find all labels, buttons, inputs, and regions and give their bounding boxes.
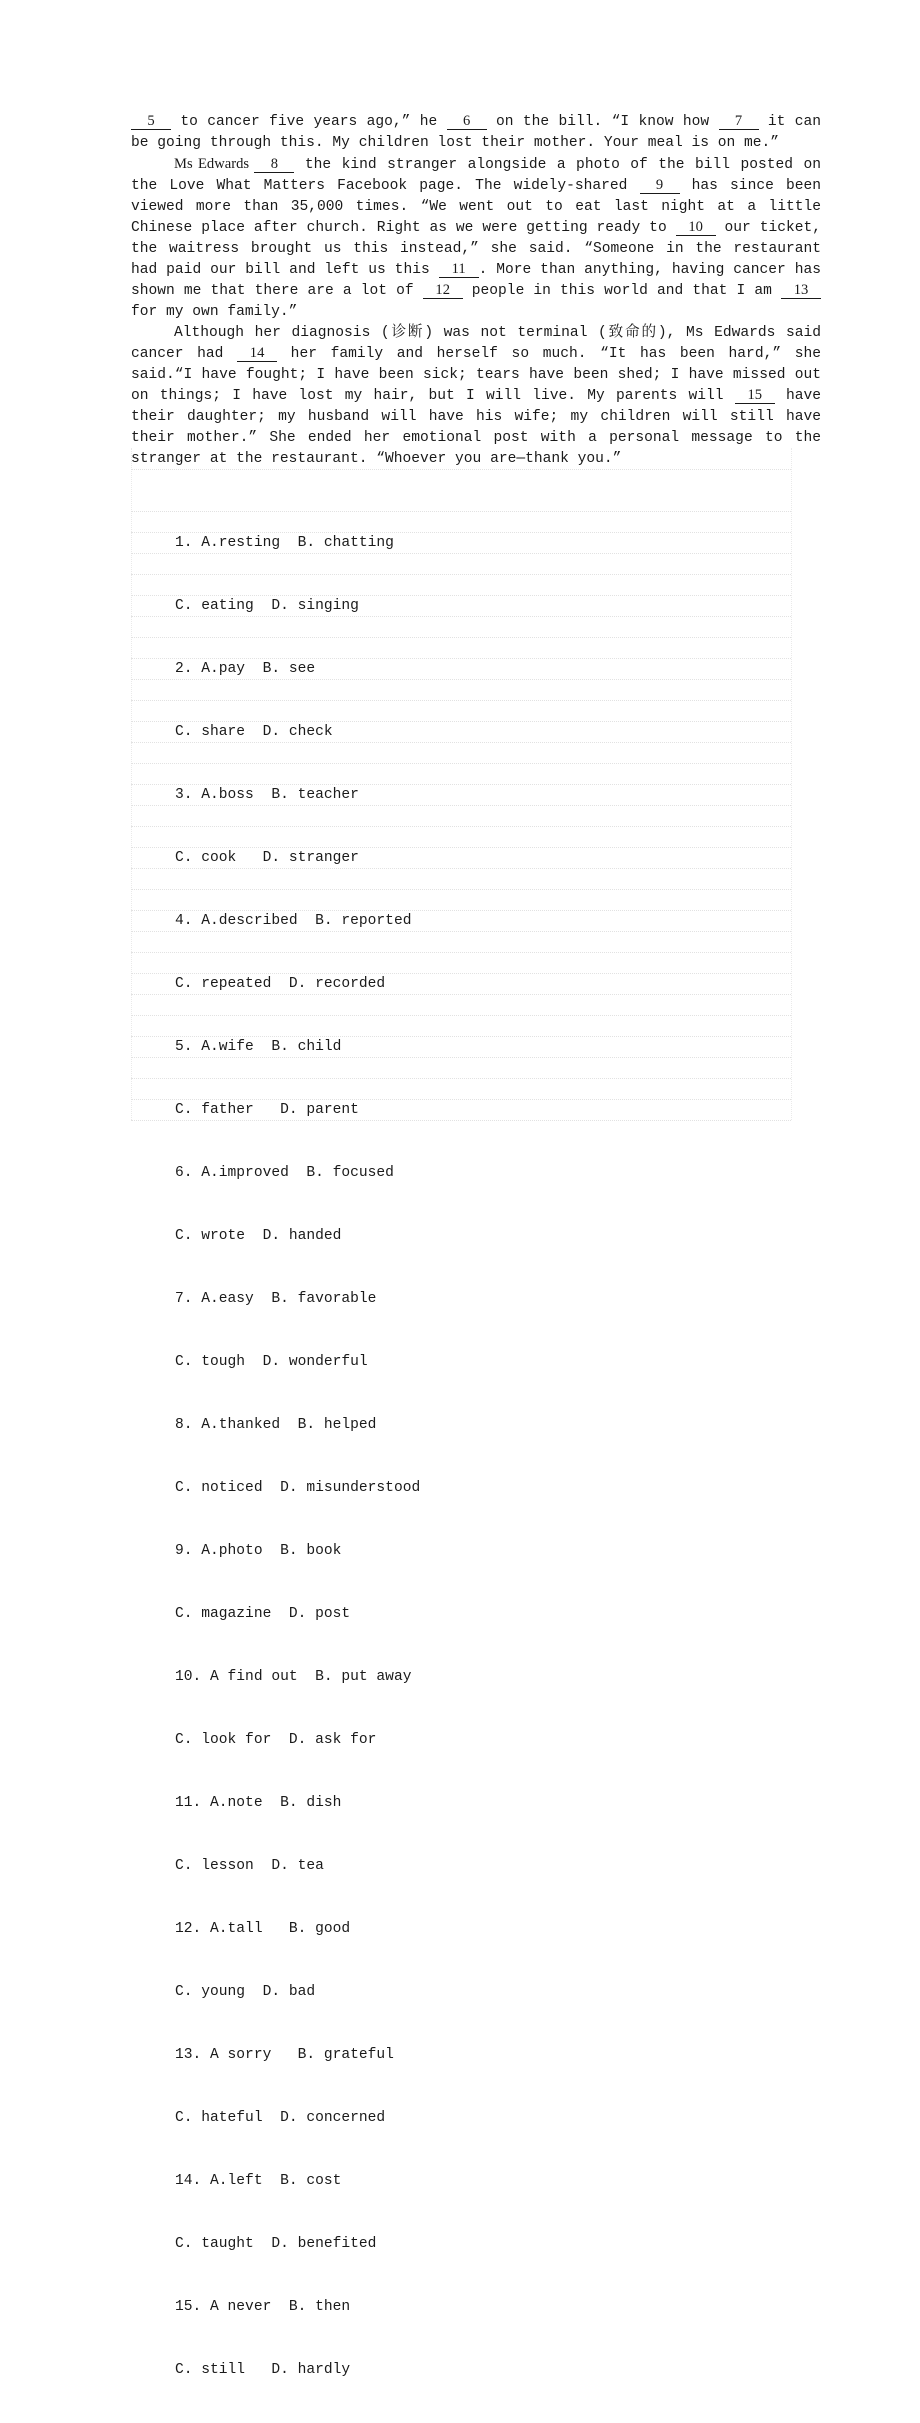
option-line: 9. A.photo B. book bbox=[175, 1543, 342, 1559]
text: to cancer five years ago,” he bbox=[171, 114, 447, 130]
option-line: C. cook D. stranger bbox=[175, 850, 359, 866]
option-line: C. taught D. benefited bbox=[175, 2236, 377, 2252]
option-line: 2. A.pay B. see bbox=[175, 661, 316, 677]
option-line: 1. A.resting B. chatting bbox=[175, 535, 394, 551]
blank-6: 6 bbox=[447, 114, 487, 130]
text: our ticket, the waitress brought us this instead,” she said. “Someone in the restaurant had paid our bill and left us this bbox=[131, 220, 821, 278]
text: for my own family.” bbox=[131, 304, 298, 320]
blank-12: 12 bbox=[423, 283, 463, 299]
blank-15: 15 bbox=[735, 388, 775, 404]
option-line: 3. A.boss B. teacher bbox=[175, 787, 359, 803]
paragraph-1 bbox=[131, 112, 821, 154]
option-line: C. young D. bad bbox=[175, 1984, 316, 2000]
paragraph-2 bbox=[131, 154, 821, 323]
blank-10: 10 bbox=[676, 220, 716, 236]
text: Although her diagnosis (诊断) was not terminal (致命的), Ms Edwards said cancer had bbox=[131, 325, 821, 362]
text: . More than anything, having cancer has shown me that there are a lot of bbox=[131, 262, 821, 299]
option-line: 8. A.thanked B. helped bbox=[175, 1417, 377, 1433]
guide-line-right bbox=[791, 448, 792, 1120]
text: people in this world and that I am bbox=[462, 283, 781, 299]
text: it can be going through this. My children lost their mother. Your meal is on me.” bbox=[131, 114, 821, 151]
option-line: C. still D. hardly bbox=[175, 2362, 351, 2378]
blank-8: 8 bbox=[254, 157, 294, 173]
option-line: C. lesson D. tea bbox=[175, 1858, 324, 1874]
option-line: 4. A.described B. reported bbox=[175, 913, 412, 929]
answer-options bbox=[175, 491, 420, 2423]
blank-7: 7 bbox=[719, 114, 759, 130]
option-line: 5. A.wife B. child bbox=[175, 1039, 342, 1055]
blank-9: 9 bbox=[640, 178, 680, 194]
reading-passage bbox=[131, 112, 821, 470]
text: has since been viewed more than 35,000 times. “We went out to eat last night at a little Chinese place after church. Right as we were getting ready to bbox=[131, 178, 821, 236]
option-line: 10. A find out B. put away bbox=[175, 1669, 412, 1685]
option-line: 13. A sorry B. grateful bbox=[175, 2047, 394, 2063]
option-line: C. magazine D. post bbox=[175, 1606, 351, 1622]
option-line: 14. A.left B. cost bbox=[175, 2173, 342, 2189]
option-line: C. noticed D. misunderstood bbox=[175, 1480, 421, 1496]
text: her family and herself so much. “It has been hard,” she said.“I have fought; I have been sick; tears have been shed; I have missed out on things; I have lost my hair, but I will live. My parents will bbox=[131, 346, 821, 404]
guide-line bbox=[131, 469, 791, 470]
option-line: C. father D. parent bbox=[175, 1102, 359, 1118]
option-line: C. hateful D. concerned bbox=[175, 2110, 386, 2126]
option-line: C. share D. check bbox=[175, 724, 333, 740]
option-line: C. tough D. wonderful bbox=[175, 1354, 368, 1370]
blank-5: 5 bbox=[131, 114, 171, 130]
text: the kind stranger alongside a photo of the bill posted on the Love What Matters Facebook page. The widely-shared bbox=[131, 157, 821, 194]
option-line: 7. A.easy B. favorable bbox=[175, 1291, 377, 1307]
blank-13: 13 bbox=[781, 283, 821, 299]
blank-14: 14 bbox=[237, 346, 277, 362]
option-line: 15. A never B. then bbox=[175, 2299, 351, 2315]
blank-11: 11 bbox=[439, 262, 479, 278]
paragraph-3 bbox=[131, 323, 821, 470]
option-line: C. wrote D. handed bbox=[175, 1228, 342, 1244]
text: Ms Edwards bbox=[174, 156, 255, 172]
option-line: C. look for D. ask for bbox=[175, 1732, 377, 1748]
option-line: C. eating D. singing bbox=[175, 598, 359, 614]
option-line: C. repeated D. recorded bbox=[175, 976, 386, 992]
option-line: 12. A.tall B. good bbox=[175, 1921, 351, 1937]
option-line: 6. A.improved B. focused bbox=[175, 1165, 394, 1181]
text: have their daughter; my husband will have his wife; my children will still have their mother.” She ended her emotional post with a personal message to the stranger at the restaurant. “Whoever you are—thank you.” bbox=[131, 388, 822, 467]
option-line: 11. A.note B. dish bbox=[175, 1795, 342, 1811]
text: on the bill. “I know how bbox=[486, 114, 719, 130]
